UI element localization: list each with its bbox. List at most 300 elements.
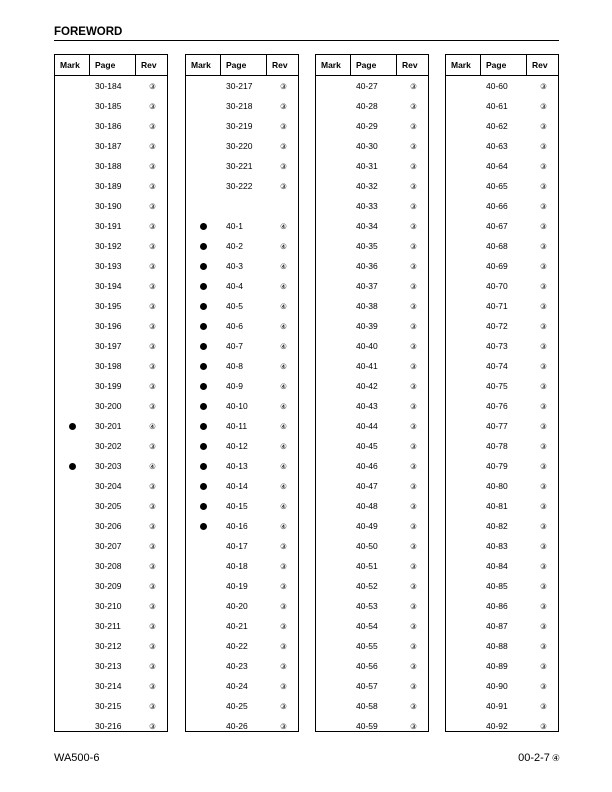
- rev-cell: ④: [280, 401, 287, 411]
- table-row: [316, 516, 428, 536]
- rev-cell: ③: [280, 161, 287, 171]
- rev-cell: ③: [540, 521, 547, 531]
- rev-cell: ④: [280, 321, 287, 331]
- table-row: [186, 636, 298, 656]
- page-cell: 40-44: [356, 421, 378, 431]
- rev-cell: ④: [280, 481, 287, 491]
- rev-cell: ③: [410, 701, 417, 711]
- page-cell: 40-22: [226, 641, 248, 651]
- rev-cell: ③: [540, 221, 547, 231]
- rev-cell: ③: [540, 401, 547, 411]
- table-row: [446, 516, 558, 536]
- revised-mark-icon: [200, 503, 207, 510]
- page-cell: 30-216: [95, 721, 122, 731]
- rev-cell: ③: [410, 581, 417, 591]
- rev-cell: ③: [149, 601, 156, 611]
- rev-cell: ③: [280, 681, 287, 691]
- header-mark: Mark: [316, 55, 351, 75]
- table-row: [55, 476, 167, 496]
- rev-cell: ③: [149, 241, 156, 251]
- rev-cell: ③: [410, 261, 417, 271]
- revision-table-1: [54, 54, 168, 732]
- page-cell: 40-66: [486, 201, 508, 211]
- rev-cell: ④: [280, 461, 287, 471]
- table-row: [55, 396, 167, 416]
- page-cell: 40-24: [226, 681, 248, 691]
- rev-cell: ③: [540, 321, 547, 331]
- rev-cell: ④: [280, 341, 287, 351]
- rev-cell: ③: [410, 641, 417, 651]
- rev-cell: ③: [410, 181, 417, 191]
- table-row: [446, 356, 558, 376]
- revision-table-4: [445, 54, 559, 732]
- table-row: [186, 516, 298, 536]
- rev-cell: ③: [149, 681, 156, 691]
- page-cell: 30-190: [95, 201, 122, 211]
- table-row: [186, 296, 298, 316]
- table-row: [186, 576, 298, 596]
- rev-cell: ③: [410, 621, 417, 631]
- table-row: [55, 616, 167, 636]
- mark-cell: [186, 283, 221, 290]
- revised-mark-icon: [200, 463, 207, 470]
- mark-cell: [55, 463, 90, 470]
- revised-mark-icon: [200, 343, 207, 350]
- rev-cell: ③: [149, 281, 156, 291]
- rev-cell: ③: [540, 181, 547, 191]
- table-row: [446, 116, 558, 136]
- rev-cell: ③: [540, 361, 547, 371]
- table-row: [446, 496, 558, 516]
- table-row: [186, 556, 298, 576]
- table-row: [446, 456, 558, 476]
- table-row: [446, 256, 558, 276]
- page-cell: 40-8: [226, 361, 244, 371]
- table-row: [55, 316, 167, 336]
- page-cell: 30-197: [95, 341, 122, 351]
- page-cell: 30-205: [95, 501, 122, 511]
- rev-cell: ③: [410, 81, 417, 91]
- table-row: [55, 436, 167, 456]
- page-cell: 40-73: [486, 341, 508, 351]
- rev-cell: ③: [410, 201, 417, 211]
- rev-cell: ③: [410, 341, 417, 351]
- page-cell: 40-74: [486, 361, 508, 371]
- rev-cell: ③: [410, 121, 417, 131]
- table-row: [186, 236, 298, 256]
- page-cell: 40-92: [486, 721, 508, 731]
- table-row: [186, 76, 298, 96]
- table-row: [316, 556, 428, 576]
- page-title: FOREWORD: [54, 26, 559, 41]
- rev-cell: ③: [149, 721, 156, 731]
- table-row: [186, 476, 298, 496]
- table-row: [55, 96, 167, 116]
- table-row: [446, 296, 558, 316]
- table-row: [55, 276, 167, 296]
- table-row: [446, 396, 558, 416]
- rev-cell: ④: [280, 241, 287, 251]
- revised-mark-icon: [200, 423, 207, 430]
- rev-cell: ③: [540, 561, 547, 571]
- page-cell: 30-193: [95, 261, 122, 271]
- table-row: [316, 116, 428, 136]
- table-row: [186, 336, 298, 356]
- header-rev: Rev: [532, 60, 548, 70]
- table-row: [446, 656, 558, 676]
- page-cell: 40-70: [486, 281, 508, 291]
- page-cell: 40-30: [356, 141, 378, 151]
- table-row: [446, 336, 558, 356]
- page-cell: 40-88: [486, 641, 508, 651]
- rev-cell: ③: [540, 81, 547, 91]
- table-row: [55, 516, 167, 536]
- page-cell: 40-79: [486, 461, 508, 471]
- table-row: [316, 396, 428, 416]
- rev-cell: ③: [149, 141, 156, 151]
- rev-cell: ③: [540, 701, 547, 711]
- revised-mark-icon: [69, 423, 76, 430]
- header-page: Page: [221, 55, 267, 75]
- rev-cell: ④: [280, 421, 287, 431]
- table-row: [446, 636, 558, 656]
- table-row: [446, 96, 558, 116]
- page-cell: 40-7: [226, 341, 244, 351]
- table-row: [186, 316, 298, 336]
- page-cell: 30-195: [95, 301, 122, 311]
- table-row: [55, 416, 167, 436]
- page-cell: 40-34: [356, 221, 378, 231]
- mark-cell: [186, 303, 221, 310]
- table-row: [55, 536, 167, 556]
- rev-cell: ③: [280, 701, 287, 711]
- mark-cell: [186, 223, 221, 230]
- page-cell: 40-78: [486, 441, 508, 451]
- page-cell: 40-36: [356, 261, 378, 271]
- rev-cell: ③: [410, 541, 417, 551]
- model-number: WA500-6: [54, 752, 100, 764]
- page-cell: 40-62: [486, 121, 508, 131]
- table-row: [55, 636, 167, 656]
- page-cell: 30-184: [95, 81, 122, 91]
- page-cell: 30-203: [95, 461, 122, 471]
- page-cell: 40-67: [486, 221, 508, 231]
- revised-mark-icon: [200, 323, 207, 330]
- page-cell: 40-45: [356, 441, 378, 451]
- page-cell: 40-90: [486, 681, 508, 691]
- page-cell: 30-210: [95, 601, 122, 611]
- table-row: [186, 616, 298, 636]
- page-cell: 30-221: [226, 161, 253, 171]
- page-cell: 40-71: [486, 301, 508, 311]
- table-row: [316, 436, 428, 456]
- rev-cell: ③: [540, 541, 547, 551]
- rev-cell: ③: [149, 481, 156, 491]
- page-cell: 40-53: [356, 601, 378, 611]
- page-cell: 40-20: [226, 601, 248, 611]
- table-row: [316, 316, 428, 336]
- page-cell: 40-51: [356, 561, 378, 571]
- page-cell: 40-29: [356, 121, 378, 131]
- table-row: [316, 296, 428, 316]
- table-row: [186, 716, 298, 736]
- rev-cell: ③: [149, 201, 156, 211]
- page-cell: 30-212: [95, 641, 122, 651]
- mark-cell: [186, 483, 221, 490]
- rev-cell: ③: [540, 441, 547, 451]
- page-cell: 30-217: [226, 81, 253, 91]
- page-cell: 40-41: [356, 361, 378, 371]
- table-row: [316, 536, 428, 556]
- rev-cell: ③: [149, 361, 156, 371]
- revised-mark-icon: [200, 483, 207, 490]
- page-cell: 40-77: [486, 421, 508, 431]
- table-row: [55, 356, 167, 376]
- table-row: [55, 116, 167, 136]
- rev-cell: ④: [280, 381, 287, 391]
- table-row: [55, 236, 167, 256]
- rev-cell: ③: [540, 161, 547, 171]
- table-row: [55, 656, 167, 676]
- table-row: [316, 656, 428, 676]
- table-row: [446, 76, 558, 96]
- mark-cell: [186, 403, 221, 410]
- header-page: Page: [90, 55, 136, 75]
- table-row: [446, 596, 558, 616]
- header-page: Page: [351, 55, 397, 75]
- page-cell: 40-14: [226, 481, 248, 491]
- rev-cell: ③: [410, 481, 417, 491]
- rev-cell: ③: [280, 721, 287, 731]
- page-cell: 40-39: [356, 321, 378, 331]
- page-cell: 30-201: [95, 421, 122, 431]
- page-cell: 40-16: [226, 521, 248, 531]
- page-cell: 40-33: [356, 201, 378, 211]
- rev-cell: ③: [149, 541, 156, 551]
- mark-cell: [186, 243, 221, 250]
- table-row: [316, 176, 428, 196]
- page-cell: 40-48: [356, 501, 378, 511]
- rev-cell: ③: [540, 121, 547, 131]
- table-row: [316, 196, 428, 216]
- page-cell: 30-191: [95, 221, 122, 231]
- page-cell: 40-9: [226, 381, 244, 391]
- page-cell: 30-204: [95, 481, 122, 491]
- table-row: [186, 656, 298, 676]
- page-cell: 40-83: [486, 541, 508, 551]
- table-row: [446, 696, 558, 716]
- page-cell: 40-3: [226, 261, 244, 271]
- rev-cell: ④: [280, 281, 287, 291]
- page-cell: 40-27: [356, 81, 378, 91]
- rev-cell: ③: [410, 441, 417, 451]
- revised-mark-icon: [200, 223, 207, 230]
- page-cell: 30-185: [95, 101, 122, 111]
- page-cell: 40-91: [486, 701, 508, 711]
- rev-cell: ③: [149, 221, 156, 231]
- rev-cell: ③: [280, 561, 287, 571]
- table-header: [316, 55, 428, 76]
- rev-cell: ③: [540, 641, 547, 651]
- rev-cell: ④: [149, 461, 156, 471]
- page-cell: 40-58: [356, 701, 378, 711]
- rev-cell: ③: [410, 521, 417, 531]
- mark-cell: [186, 343, 221, 350]
- page-cell: 40-50: [356, 541, 378, 551]
- table-row: [316, 136, 428, 156]
- revised-mark-icon: [200, 403, 207, 410]
- rev-cell: ③: [280, 181, 287, 191]
- table-row: [446, 316, 558, 336]
- rev-cell: ④: [280, 441, 287, 451]
- header-page: Page: [481, 55, 527, 75]
- rev-cell: ③: [540, 461, 547, 471]
- rev-cell: ③: [280, 641, 287, 651]
- page-cell: 40-56: [356, 661, 378, 671]
- rev-cell: ④: [280, 501, 287, 511]
- revised-mark-icon: [69, 463, 76, 470]
- page-cell: 40-26: [226, 721, 248, 731]
- table-row: [55, 576, 167, 596]
- table-row: [186, 536, 298, 556]
- page-cell: 40-31: [356, 161, 378, 171]
- page-cell: 40-46: [356, 461, 378, 471]
- page-cell: 40-60: [486, 81, 508, 91]
- page-cell: 40-52: [356, 581, 378, 591]
- page-cell: 40-15: [226, 501, 248, 511]
- table-row: [446, 376, 558, 396]
- page-cell: 30-206: [95, 521, 122, 531]
- rev-cell: ③: [410, 681, 417, 691]
- table-row: [186, 436, 298, 456]
- table-header: [186, 55, 298, 76]
- table-row: [446, 576, 558, 596]
- rev-cell: ③: [540, 721, 547, 731]
- page-cell: 40-80: [486, 481, 508, 491]
- rev-cell: ③: [280, 81, 287, 91]
- page-cell: 40-1: [226, 221, 244, 231]
- mark-cell: [186, 363, 221, 370]
- page-cell: 40-59: [356, 721, 378, 731]
- revision-table-2: [185, 54, 299, 732]
- table-row: [186, 396, 298, 416]
- page-cell: 30-199: [95, 381, 122, 391]
- rev-cell: ③: [280, 661, 287, 671]
- table-header: [446, 55, 558, 76]
- rev-cell: ④: [280, 361, 287, 371]
- rev-cell: ③: [410, 661, 417, 671]
- mark-cell: [186, 383, 221, 390]
- page-cell: 40-37: [356, 281, 378, 291]
- page-cell: 40-63: [486, 141, 508, 151]
- mark-cell: [186, 523, 221, 530]
- table-row: [316, 596, 428, 616]
- page-cell: 40-76: [486, 401, 508, 411]
- table-row: [446, 216, 558, 236]
- page-cell: 40-72: [486, 321, 508, 331]
- rev-cell: ③: [280, 621, 287, 631]
- rev-cell: ③: [410, 241, 417, 251]
- rev-cell: ③: [410, 401, 417, 411]
- table-row: [316, 476, 428, 496]
- page-cell: 40-5: [226, 301, 244, 311]
- table-row: [186, 116, 298, 136]
- page-cell: 30-202: [95, 441, 122, 451]
- rev-cell: ④: [280, 521, 287, 531]
- rev-cell: ③: [540, 381, 547, 391]
- mark-cell: [186, 323, 221, 330]
- rev-cell: ③: [410, 721, 417, 731]
- rev-cell: ③: [410, 141, 417, 151]
- mark-cell: [55, 423, 90, 430]
- revised-mark-icon: [200, 523, 207, 530]
- table-row: [55, 556, 167, 576]
- page-cell: 30-211: [95, 621, 121, 631]
- page-cell: 30-196: [95, 321, 122, 331]
- rev-cell: ③: [540, 581, 547, 591]
- table-row: [316, 356, 428, 376]
- page-cell: 30-186: [95, 121, 122, 131]
- table-row: [186, 196, 298, 216]
- table-row: [316, 96, 428, 116]
- table-row: [55, 296, 167, 316]
- page-cell: 40-75: [486, 381, 508, 391]
- page-cell: 40-11: [226, 421, 248, 431]
- page-cell: 40-17: [226, 541, 248, 551]
- rev-cell: ③: [149, 561, 156, 571]
- page-cell: 40-10: [226, 401, 248, 411]
- table-row: [316, 676, 428, 696]
- table-row: [55, 676, 167, 696]
- page-cell: 30-222: [226, 181, 253, 191]
- rev-cell: ③: [149, 381, 156, 391]
- rev-cell: ③: [410, 601, 417, 611]
- mark-cell: [186, 503, 221, 510]
- rev-cell: ③: [149, 701, 156, 711]
- page-cell: 40-57: [356, 681, 378, 691]
- rev-cell: ③: [540, 281, 547, 291]
- rev-cell: ③: [149, 261, 156, 271]
- page-cell: 40-38: [356, 301, 378, 311]
- rev-cell: ③: [410, 421, 417, 431]
- table-row: [186, 676, 298, 696]
- page-cell: 40-61: [486, 101, 508, 111]
- revised-mark-icon: [200, 283, 207, 290]
- rev-cell: ③: [280, 121, 287, 131]
- revision-table-3: [315, 54, 429, 732]
- page-cell: 40-23: [226, 661, 248, 671]
- page-cell: 40-55: [356, 641, 378, 651]
- table-row: [55, 496, 167, 516]
- rev-cell: ③: [540, 201, 547, 211]
- rev-cell: ③: [280, 101, 287, 111]
- table-row: [446, 476, 558, 496]
- page-cell: 30-214: [95, 681, 122, 691]
- rev-cell: ③: [149, 581, 156, 591]
- rev-cell: ④: [280, 301, 287, 311]
- rev-cell: ③: [280, 581, 287, 591]
- table-row: [316, 636, 428, 656]
- page-cell: 40-68: [486, 241, 508, 251]
- table-row: [446, 196, 558, 216]
- table-row: [186, 376, 298, 396]
- rev-cell: ③: [149, 621, 156, 631]
- page-cell: 30-213: [95, 661, 122, 671]
- page-cell: 30-219: [226, 121, 253, 131]
- page-cell: 40-65: [486, 181, 508, 191]
- header-mark: Mark: [55, 55, 90, 75]
- page-cell: 40-18: [226, 561, 248, 571]
